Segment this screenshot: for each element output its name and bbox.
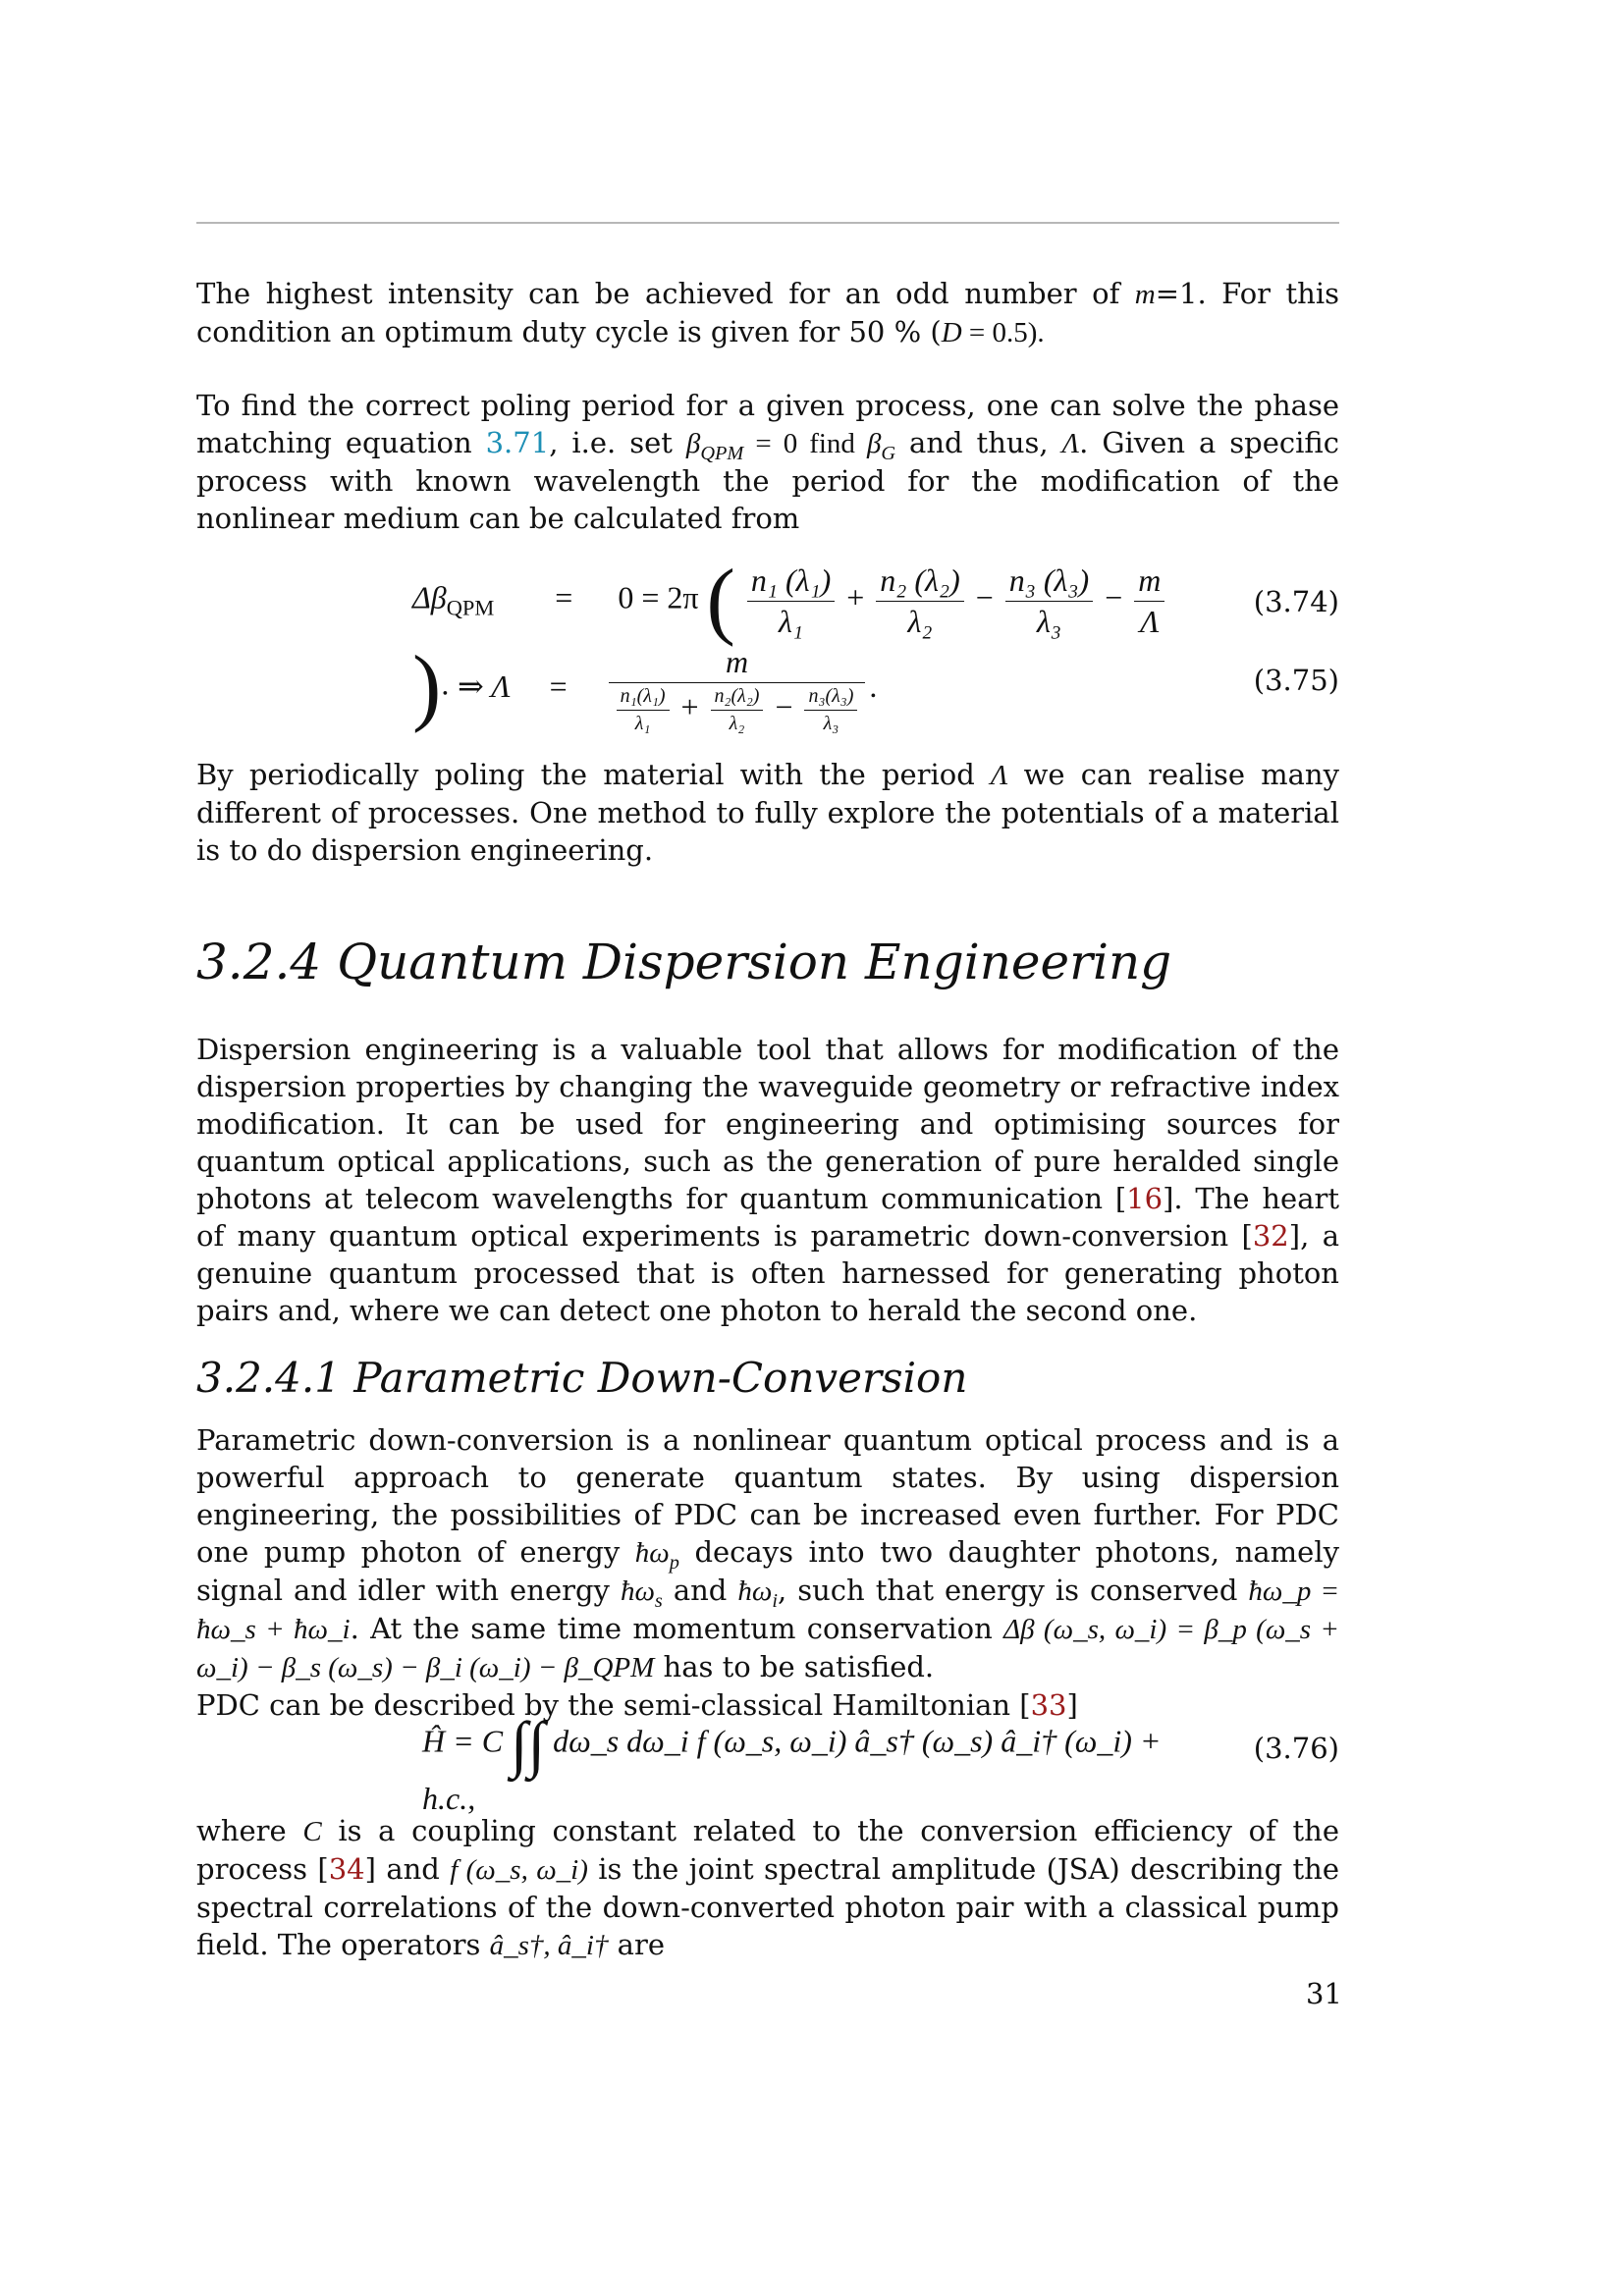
momentum-conservation: Δβ (ω_s, ω_i) = β_p (ω_s + ω_i) − β_s (ω_s) − β_i (ω_i) − β_QPM <box>196 1614 1340 1683</box>
citation-32[interactable]: 32 <box>1252 1219 1289 1253</box>
subsection-heading: 3.2.4.1 Parametric Down-Conversion <box>196 1354 968 1402</box>
equation-number-3-74: (3.74) <box>1253 585 1339 618</box>
section-heading: 3.2.4 Quantum Dispersion Engineering <box>196 934 1172 990</box>
paragraph-coupling: where C is a coupling constant related to the conversion efficiency of the process [34] and f (ω_s, ω_i) is the joint spectral amplitude (JSA) describing the spectral correlations of the down-converted photon pair with a classical pump field. The operators â_s†, â_i† are <box>196 1814 1340 1961</box>
paragraph-pdc: Parametric down-conversion is a nonlinear quantum optical process and is a powerful approach to generate quantum states. By using dispersion engineering, the possibilities of PDC can be increased even further. For PDC one pump photon of energy $ħ\omega_p$ decays into two daughter photons, namely signal and idler with energy $ħ\omega_s$ and $ħ\omega_i$, such that energy is conserved ħω_p = ħω_s + ħω_i. At the same time momentum conservation Δβ (ω_s, ω_i) = β_p (ω_s + ω_i) − β_s (ω_s) − β_i (ω_i) − β_QPM has to be satisfied. PDC can be described by the semi-classical Hamiltonian [33] <box>196 1423 1340 1722</box>
paragraph-dispersion-engineering: Dispersion engineering is a valuable tool that allows for modification of the dispersion properties by changing the waveguide geometry or refractive index modification. It can be used for engineering and optimising sources for quantum optical applications, such as the generation of pure heralded single photons at telecom wavelengths for quantum communication [16]. The heart of many quantum optical experiments is parametric down-conversion [32], a genuine quantum processed that is often harnessed for generating photon pairs and, where we can detect one photon to herald the second one. <box>196 1033 1339 1327</box>
citation-16[interactable]: 16 <box>1126 1182 1164 1215</box>
equation-3-76: Ĥ = C ∫∫ dω_s dω_i f (ω_s, ω_i) â_s† (ω_s) â_i† (ω_i) + h.c., <box>422 1709 1162 1816</box>
equation-number-3-75: (3.75) <box>1253 664 1339 697</box>
page-number: 31 <box>1306 1977 1342 2010</box>
paragraph-periodic-poling: By periodically poling the material with the period Λ we can realise many different of processes. One method to fully explore the potentials of a material is to do dispersion engineering. <box>196 758 1339 867</box>
equation-3-75: ⇒ Λ = m $\frac{\text{n₁(λ₁)}}{\text{λ₁}}$ + $\frac{\text{n₂(λ₂)}}{\text{λ₂}}$ − $\frac{\text{n₃(λ₃)}}{\text{λ₃}}$ . <box>458 644 878 734</box>
citation-33[interactable]: 33 <box>1030 1688 1067 1722</box>
citation-34[interactable]: 34 <box>328 1852 365 1886</box>
equation-number-3-76: (3.76) <box>1253 1732 1339 1765</box>
equation-3-74: $\Delta\beta_{QPM} = 0 = 2\pi$ ( $\frac{\text{n₁ (λ₁)}}{\text{λ₁}}$ + $\frac{\text{n₂ (λ₂)}}{\text{λ₂}}$ − $\frac{\text{n₃ (λ₃)}}{\text{λ₃}}$ − $\frac{m}{\Lambda}$ ). <box>412 558 1178 730</box>
energy-conservation: ħω_p = ħω_s + ħω_i <box>196 1575 1340 1645</box>
equation-ref-link[interactable]: 3.71 <box>485 426 550 459</box>
paragraph-poling-period: To find the correct poling period for a given process, one can solve the phase matching equation 3.71, i.e. set $\beta_{QPM} = 0$ find $\beta_G$ and thus, Λ. Given a specific process with known wavelength the period for the modification of the nonlinear medium can be calculated from <box>196 389 1339 535</box>
paragraph-intensity: The highest intensity can be achieved for an odd number of m=1. For this condition an optimum duty cycle is given for 50 % (D = 0.5). <box>196 277 1339 348</box>
header-rule <box>196 222 1339 224</box>
